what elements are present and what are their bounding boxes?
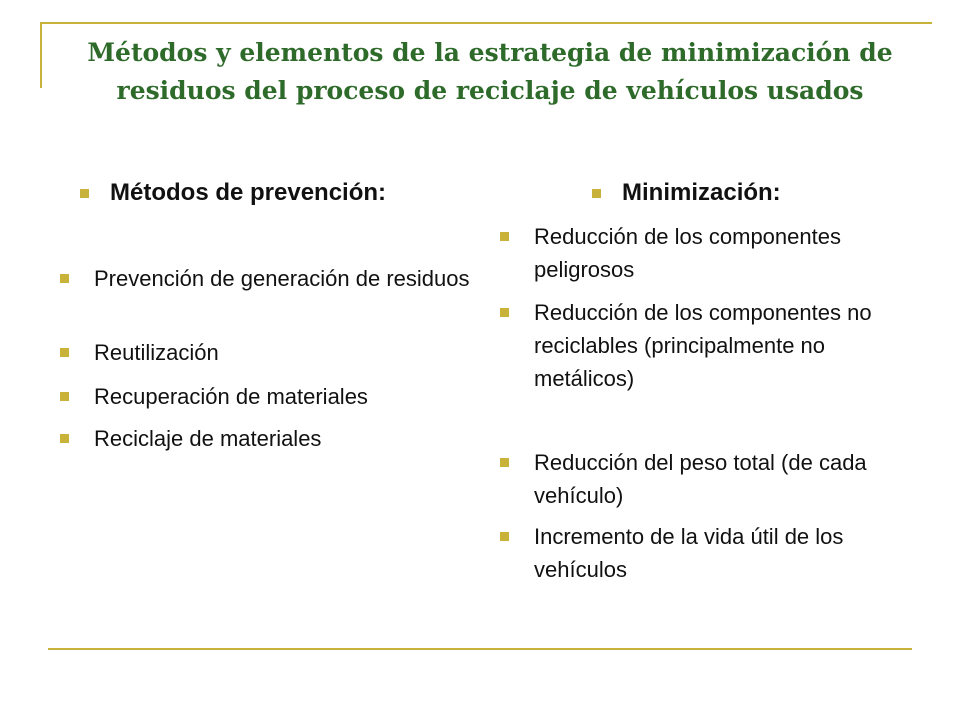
square-bullet-icon [500,458,509,467]
square-bullet-icon [60,274,69,283]
slide-title [60,34,920,110]
list-item: Prevención de generación de residuos [58,262,494,295]
square-bullet-icon [500,308,509,317]
square-bullet-icon [60,348,69,357]
left-rule [40,22,42,88]
list-item: Recuperación de materiales [58,380,514,413]
square-bullet-icon [60,434,69,443]
square-bullet-icon [500,532,509,541]
top-rule [40,22,932,24]
list-item: Reducción de los componentes no reciclables (principalmente no metálicos) [498,296,920,395]
list-item: Reducción del peso total (de cada vehículo) [498,446,894,512]
left-heading-text: Métodos de prevención: [110,179,387,206]
list-item: Incremento de la vida útil de los vehículos [498,520,934,586]
list-item: Reducción de los componentes peligrosos [498,220,914,286]
title-line-2: residuos del proceso de reciclaje de vehículos usados [116,76,864,105]
list-item: Reciclaje de materiales [58,422,494,455]
title-line-1: Métodos y elementos de la estrategia de minimización de [87,38,893,67]
square-bullet-icon [60,392,69,401]
square-bullet-icon [592,189,601,198]
square-bullet-icon [500,232,509,241]
right-heading-text: Minimización: [622,179,781,206]
bottom-rule [48,648,912,650]
square-bullet-icon [80,189,89,198]
right-heading [622,178,781,208]
left-heading [110,178,386,208]
list-item: Reutilización [58,336,494,369]
